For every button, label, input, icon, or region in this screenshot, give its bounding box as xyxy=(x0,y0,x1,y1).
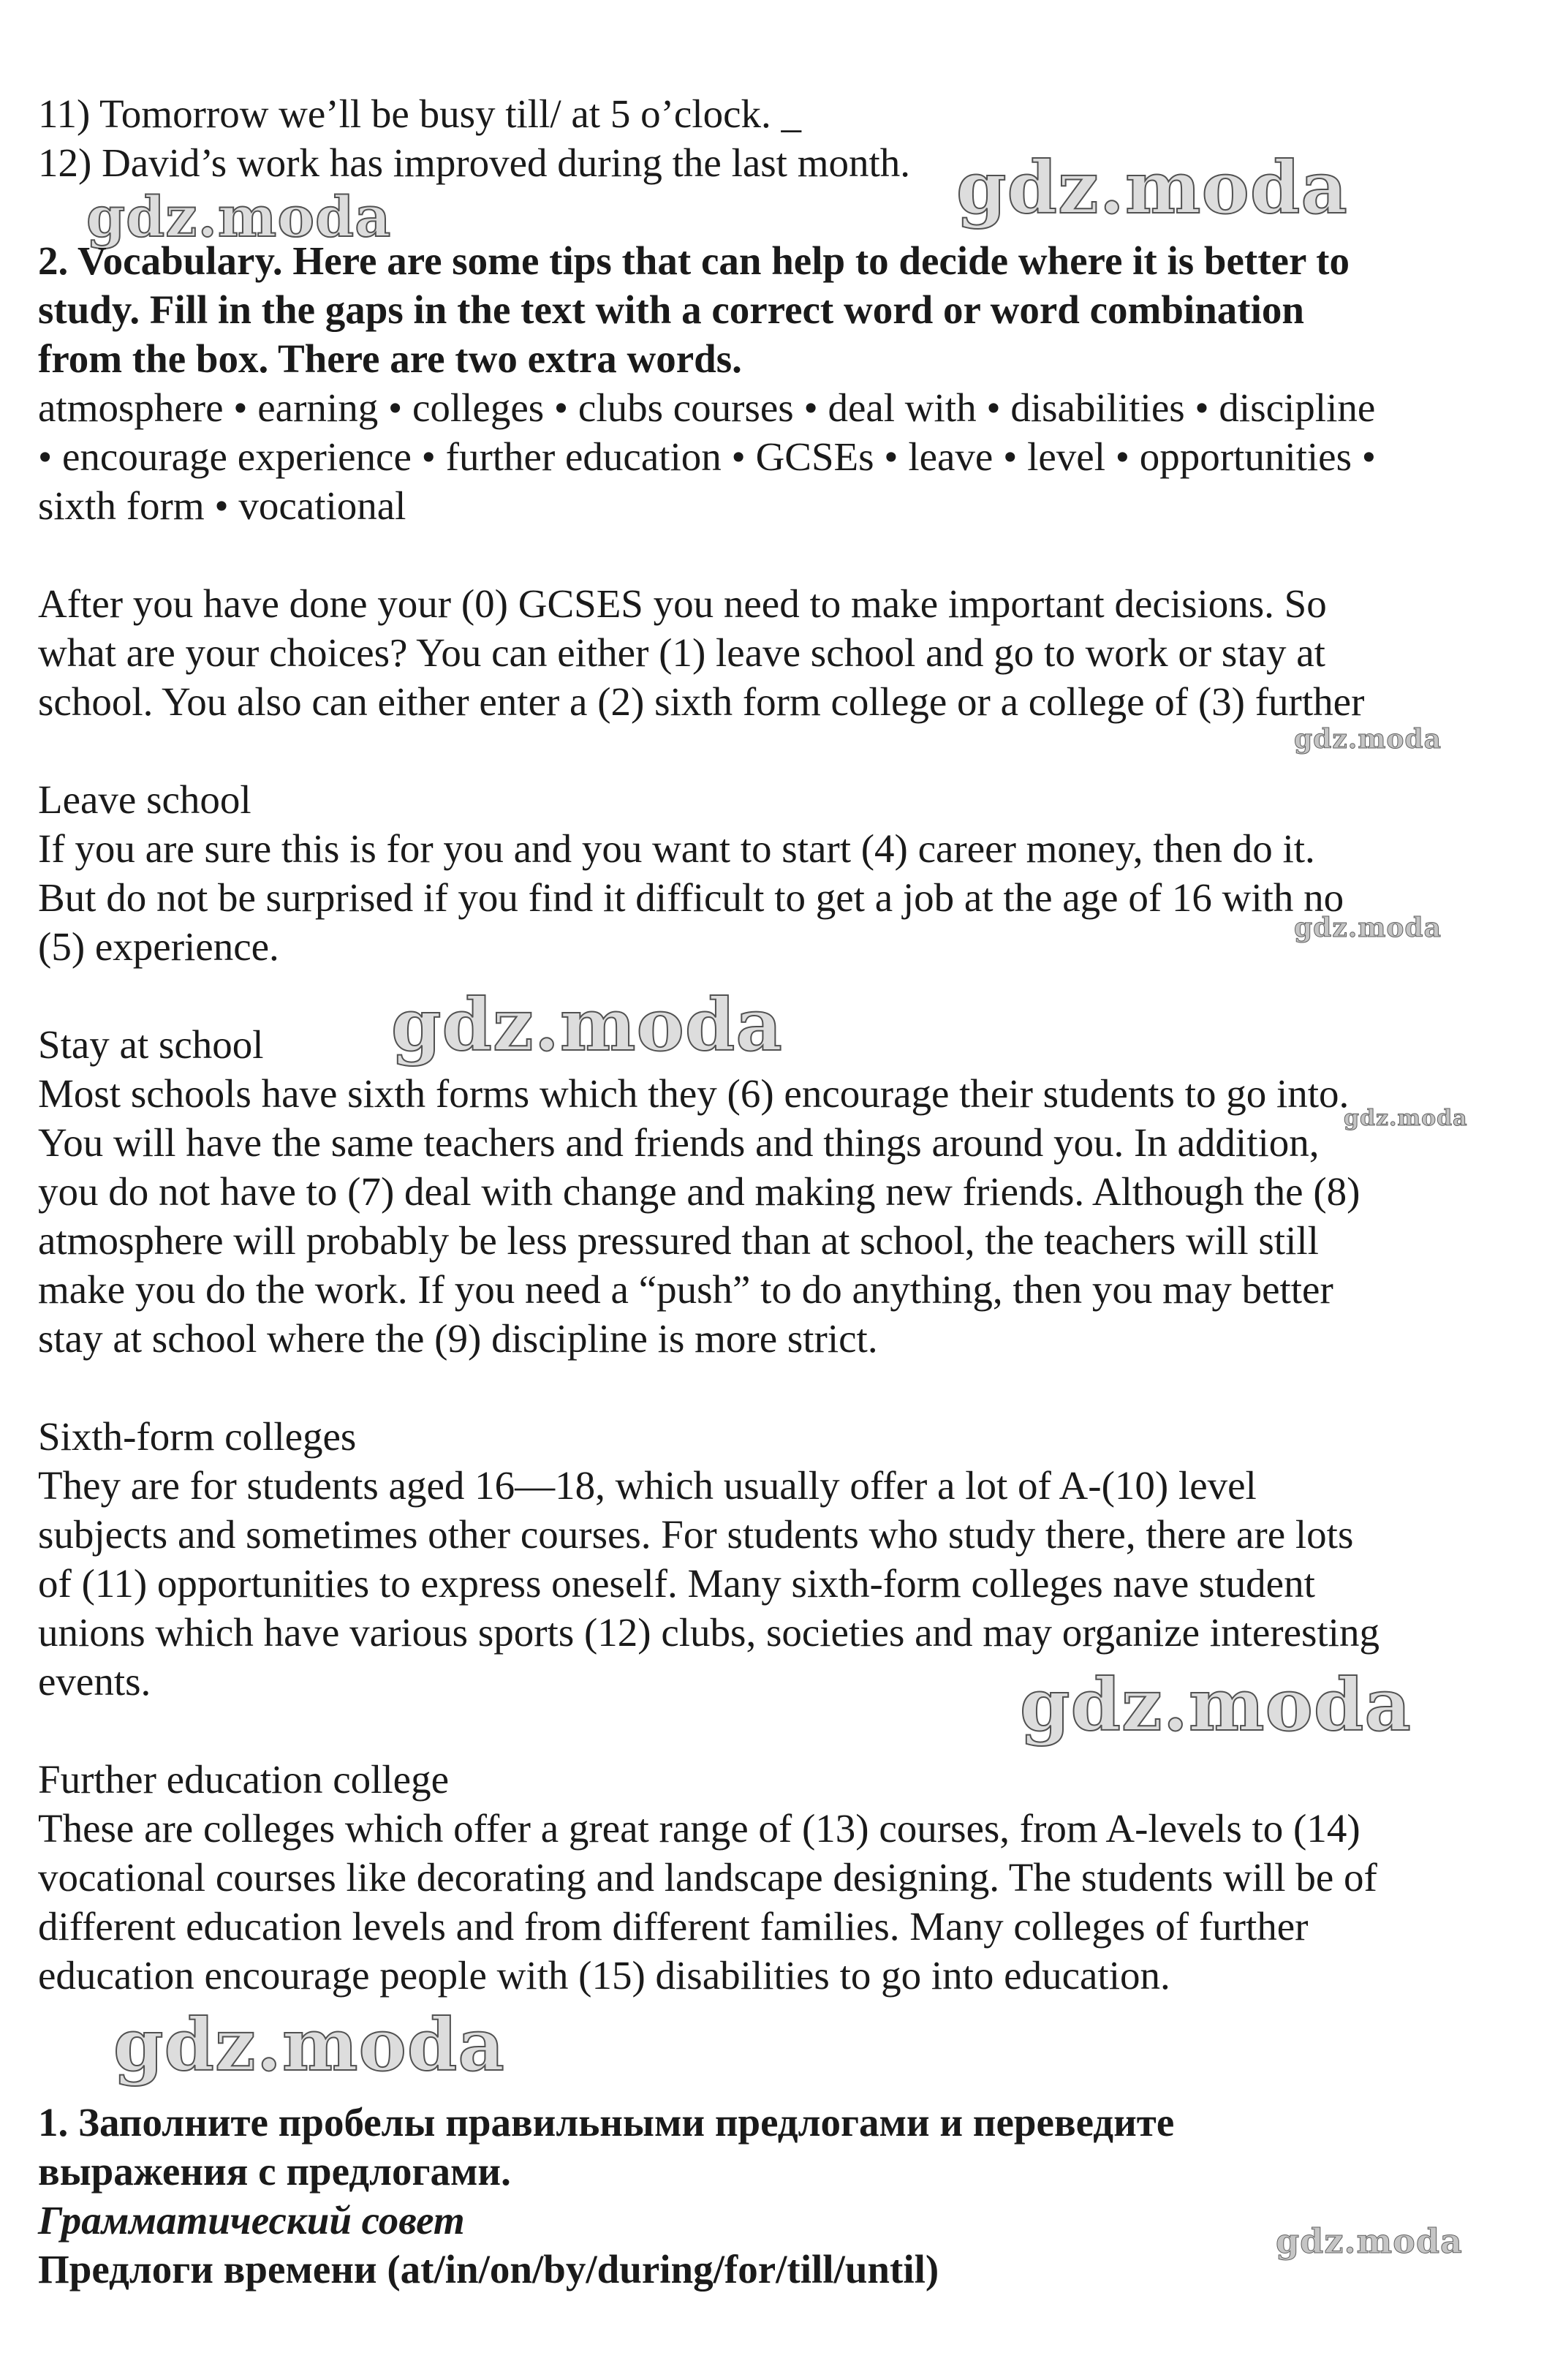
watermark: gdz.moda xyxy=(1294,913,1442,943)
paragraph-line: These are colleges which offer a great range of (13) courses, from A-levels to (14) xyxy=(38,1806,1361,1851)
paragraph-line: you do not have to (7) deal with change and making new friends. Although the (8) xyxy=(38,1169,1361,1214)
document-page xyxy=(38,89,1464,2294)
paragraph-line: events. xyxy=(38,1659,151,1704)
watermark: gdz.moda xyxy=(956,146,1348,230)
watermark: gdz.moda xyxy=(113,2003,505,2088)
paragraph-line: different education levels and from different families. Many colleges of further xyxy=(38,1904,1309,1949)
task1-ru-heading: 1. Заполните пробелы правильными предлогами и переведите xyxy=(38,2100,1175,2145)
paragraph-line: education encourage people with (15) disabilities to go into education. xyxy=(38,1953,1170,1998)
grammar-tip-subtitle: Грамматический совет xyxy=(38,2198,465,2243)
paragraph-line: subjects and sometimes other courses. For students who study there, there are lots xyxy=(38,1512,1354,1557)
task2-heading: study. Fill in the gaps in the text with a correct word or word combination xyxy=(38,287,1304,332)
paragraph-line: They are for students aged 16—18, which usually offer a lot of A-(10) level xyxy=(38,1463,1257,1508)
grammar-tip-topic: Предлоги времени (at/in/on/by/during/for/till/until) xyxy=(38,2247,939,2292)
exercise-line-11: 11) Tomorrow we’ll be busy till/ at 5 o’clock. _ xyxy=(38,91,802,136)
paragraph-line: vocational courses like decorating and landscape designing. The students will be of xyxy=(38,1855,1377,1900)
exercise-line-12: 12) David’s work has improved during the last month. xyxy=(38,140,911,185)
watermark: gdz.moda xyxy=(1020,1663,1412,1748)
task2-heading: 2. Vocabulary. Here are some tips that can help to decide where it is better to xyxy=(38,238,1350,283)
paragraph-line: Most schools have sixth forms which they (6) encourage their students to go into. xyxy=(38,1071,1350,1116)
word-box-line: atmosphere • earning • colleges • clubs courses • deal with • disabilities • discipline xyxy=(38,385,1376,430)
section-title-leave-school: Leave school xyxy=(38,777,251,822)
task2-heading: from the box. There are two extra words. xyxy=(38,336,742,381)
paragraph-line: If you are sure this is for you and you want to start (4) career money, then do it. xyxy=(38,826,1315,871)
watermark: gdz.moda xyxy=(86,184,392,249)
word-box-line: • encourage experience • further education • GCSEs • leave • level • opportunities • xyxy=(38,434,1376,479)
section-title-sixth-form-colleges: Sixth-form colleges xyxy=(38,1414,357,1459)
paragraph-line: (5) experience. xyxy=(38,924,279,969)
paragraph-line: of (11) opportunities to express oneself. Many sixth-form colleges nave student xyxy=(38,1561,1315,1606)
section-title-stay-at-school: Stay at school xyxy=(38,1022,264,1067)
paragraph-line: stay at school where the (9) discipline is more strict. xyxy=(38,1316,878,1361)
paragraph-line: atmosphere will probably be less pressured than at school, the teachers will still xyxy=(38,1218,1319,1263)
intro-line: what are your choices? You can either (1) leave school and go to work or stay at xyxy=(38,630,1325,675)
paragraph-line: unions which have various sports (12) clubs, societies and may organize interesting xyxy=(38,1610,1380,1655)
intro-line: school. You also can either enter a (2) sixth form college or a college of (3) further xyxy=(38,679,1365,724)
section-title-further-education-college: Further education college xyxy=(38,1757,450,1802)
paragraph-line: You will have the same teachers and friends and things around you. In addition, xyxy=(38,1120,1320,1165)
task1-ru-heading: выражения с предлогами. xyxy=(38,2149,511,2194)
watermark: gdz.moda xyxy=(1344,1106,1468,1131)
paragraph-line: But do not be surprised if you find it difficult to get a job at the age of 16 with no xyxy=(38,875,1344,920)
watermark: gdz.moda xyxy=(1276,2221,1463,2261)
word-box-line: sixth form • vocational xyxy=(38,483,406,528)
paragraph-line: make you do the work. If you need a “push” to do anything, then you may better xyxy=(38,1267,1333,1312)
intro-line: After you have done your (0) GCSES you need to make important decisions. So xyxy=(38,581,1327,626)
watermark: gdz.moda xyxy=(391,983,783,1068)
watermark: gdz.moda xyxy=(1294,724,1442,755)
